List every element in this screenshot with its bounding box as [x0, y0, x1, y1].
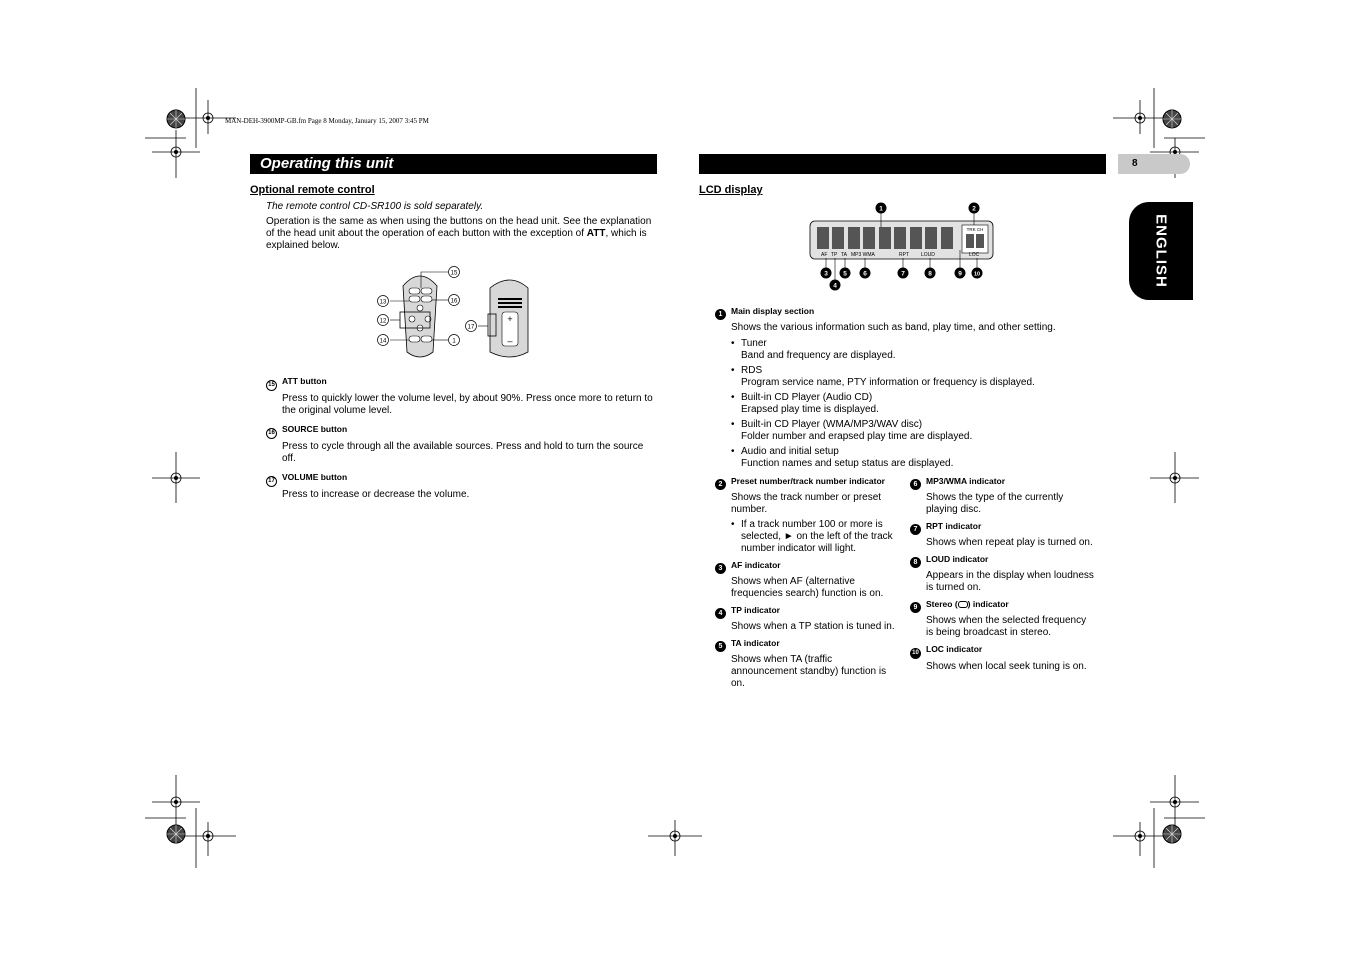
bullet-rds: • RDS Program service name, PTY information or frequency is displayed.	[731, 365, 1105, 389]
remote-intro: Operation is the same as when using the buttons on the head unit. See the explanation of the head unit about the operation of each button with the exception of ATT, which is explained below.	[266, 216, 652, 251]
att-item-text: Press to quickly lower the volume level, by about 90%. Press once more to return to the original volume level.	[282, 393, 653, 416]
rpt-title: 7 RPT indicator	[910, 520, 1095, 535]
svg-text:LOC: LOC	[969, 252, 980, 258]
indicator-column-1	[715, 475, 900, 690]
svg-text:12: 12	[379, 318, 387, 325]
stereo-text: Shows when the selected frequency is being broadcast in stereo.	[926, 615, 1087, 638]
remote-body-front	[403, 276, 437, 357]
svg-text:4: 4	[833, 282, 837, 290]
rpt-text: Shows when repeat play is turned on.	[926, 537, 1093, 548]
ta-text: Shows when TA (traffic announcement standby) function is on.	[731, 654, 887, 689]
section-title-bar	[250, 154, 657, 174]
bullet-audio-cd: • Built-in CD Player (Audio CD) Erapsed play time is displayed.	[731, 392, 1105, 416]
language-tab-label: ENGLISH	[1152, 214, 1170, 288]
svg-text:6: 6	[863, 270, 867, 278]
ta-title: 5 TA indicator	[715, 637, 900, 652]
bullet-audio-setup: • Audio and initial setup Function names and setup status are displayed.	[731, 446, 1105, 470]
language-tab	[1129, 202, 1193, 300]
remote-control-figure	[370, 262, 540, 362]
af-text: Shows when AF (alternative frequencies search) function is on.	[731, 576, 884, 599]
source-item-text: Press to cycle through all the available sources. Press and hold to turn the source off.	[282, 441, 644, 464]
bullet-tuner: • Tuner Band and frequency are displayed.	[731, 338, 1105, 362]
svg-text:7: 7	[901, 270, 905, 278]
svg-text:5: 5	[843, 270, 847, 278]
svg-text:14: 14	[379, 338, 387, 345]
svg-text:17: 17	[467, 324, 475, 331]
volume-item-title: 17 VOLUME button	[266, 471, 658, 487]
svg-text:3: 3	[824, 270, 828, 278]
preset-title: 2 Preset number/track number indicator	[715, 475, 900, 490]
svg-text:8: 8	[928, 270, 932, 278]
loc-text: Shows when local seek tuning is on.	[926, 661, 1087, 672]
svg-text:TP: TP	[831, 252, 838, 258]
lcd-display-heading: LCD display	[699, 184, 763, 196]
svg-text:AF: AF	[821, 252, 828, 258]
mp3-text: Shows the type of the currently playing disc.	[926, 492, 1064, 515]
svg-text:10: 10	[973, 271, 981, 278]
main-display-title: 1 Main display section	[715, 305, 1105, 320]
tp-text: Shows when a TP station is tuned in.	[731, 621, 895, 632]
svg-text:16: 16	[450, 298, 458, 305]
svg-text:TRK CH: TRK CH	[966, 227, 984, 232]
remote-control-heading: Optional remote control	[250, 184, 375, 196]
file-info-header: MAN-DEH-3900MP-GB.fm Page 8 Monday, January 15, 2007 3:45 PM	[225, 117, 429, 125]
main-display-text: Shows the various information such as band, play time, and other setting.	[731, 322, 1056, 333]
svg-text:LOUD: LOUD	[921, 252, 935, 258]
svg-text:9: 9	[958, 270, 962, 278]
svg-text:TA: TA	[841, 252, 848, 258]
volume-item-text: Press to increase or decrease the volume.	[282, 489, 470, 500]
source-item-title: 16 SOURCE button	[266, 423, 658, 439]
svg-text:+: +	[507, 314, 513, 324]
svg-text:RPT: RPT	[899, 252, 909, 258]
remote-items	[266, 375, 658, 501]
preset-bullet: • If a track number 100 or more is selected, ► on the left of the track number indicator will light.	[731, 519, 900, 555]
att-item-title: 15 ATT button	[266, 375, 658, 391]
stereo-title: 9 Stereo ( ) indicator	[910, 598, 1095, 613]
indicator-column-2	[910, 475, 1095, 673]
svg-text:MP3 WMA: MP3 WMA	[851, 252, 875, 258]
main-display-section	[715, 305, 1105, 470]
loud-title: 8 LOUD indicator	[910, 553, 1095, 568]
stereo-icon	[958, 601, 968, 608]
page-number: 8	[1118, 154, 1190, 174]
section-bar-right	[699, 154, 1106, 174]
lcd-display-figure	[805, 200, 1000, 292]
svg-text:2: 2	[972, 205, 976, 213]
section-title: Operating this unit	[260, 155, 394, 172]
af-title: 3 AF indicator	[715, 559, 900, 574]
loud-text: Appears in the display when loudness is turned on.	[926, 570, 1094, 593]
bullet-wma-mp3-wav: • Built-in CD Player (WMA/MP3/WAV disc) Folder number and erapsed play time are displayed.	[731, 419, 1105, 443]
loc-title: 10 LOC indicator	[910, 643, 1095, 659]
svg-text:15: 15	[450, 270, 458, 277]
svg-text:1: 1	[879, 205, 883, 213]
svg-text:13: 13	[379, 299, 387, 306]
svg-text:1: 1	[452, 338, 456, 345]
preset-text: Shows the track number or preset number.	[731, 492, 882, 515]
remote-note: The remote control CD-SR100 is sold separately.	[266, 201, 484, 212]
svg-text:–: –	[507, 336, 513, 346]
tp-title: 4 TP indicator	[715, 604, 900, 619]
mp3-title: 6 MP3/WMA indicator	[910, 475, 1095, 490]
